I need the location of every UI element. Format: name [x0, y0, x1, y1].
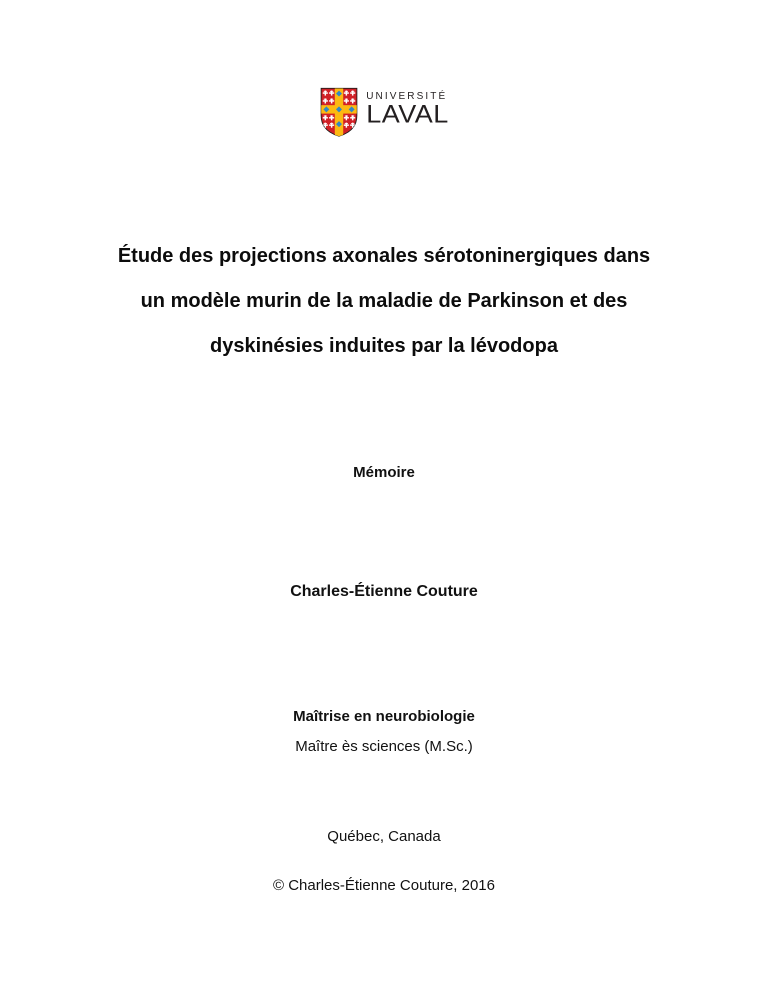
- thesis-title: [0, 234, 768, 369]
- thesis-title-line2: un modèle murin de la maladie de Parkinson et des: [140, 290, 628, 312]
- universite-laval-logo: [0, 86, 768, 138]
- logo-wordmark: [366, 86, 449, 127]
- logo-laval-text: LAVAL: [366, 100, 449, 128]
- author-name: Charles-Étienne Couture: [290, 583, 478, 600]
- program-name: Maîtrise en neurobiologie: [293, 708, 475, 725]
- location-text: Québec, Canada: [327, 828, 441, 845]
- logo-universite-text: UNIVERSITÉ: [366, 91, 448, 102]
- thesis-title-line3: dyskinésies induites par la lévodopa: [210, 335, 558, 357]
- degree-name: Maître ès sciences (M.Sc.): [295, 738, 473, 755]
- thesis-title-line1: Étude des projections axonales sérotoninergiques dans: [117, 245, 651, 267]
- program-block: [0, 702, 768, 762]
- copyright-text: © Charles-Étienne Couture, 2016: [272, 877, 495, 894]
- document-type-label: Mémoire: [353, 464, 415, 481]
- laval-shield-icon: [319, 86, 359, 138]
